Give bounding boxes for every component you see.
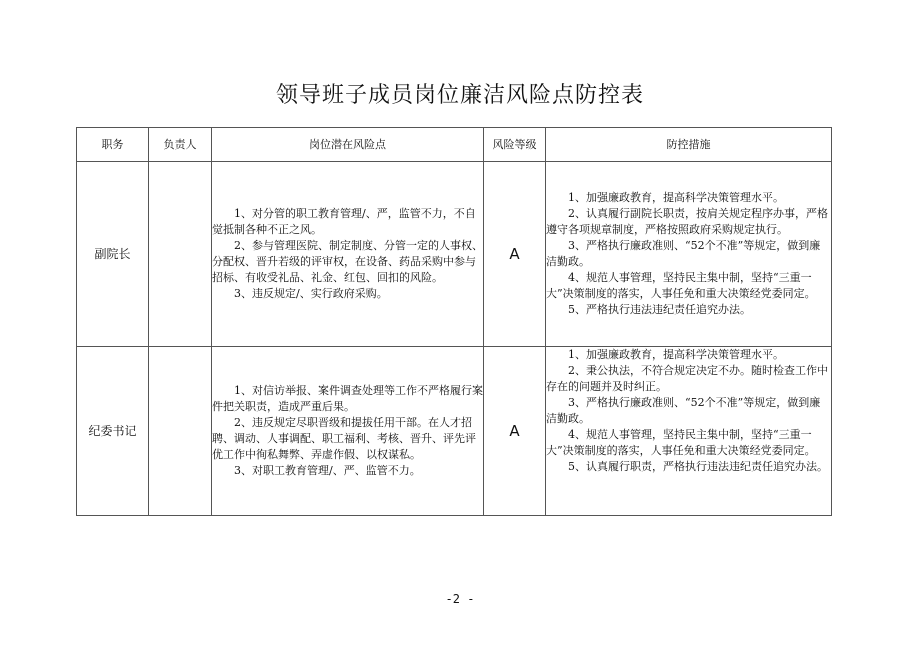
document-title: 领导班子成员岗位廉洁风险点防控表 bbox=[275, 83, 644, 108]
cell-risk-level: A bbox=[484, 347, 546, 516]
cell-position: 纪委书记 bbox=[77, 347, 149, 516]
risk-control-table bbox=[76, 127, 832, 516]
cell-position: 副院长 bbox=[77, 162, 149, 347]
risk-point-item: 2、违反规定尽职晋级和提拔任用干部。在人才招聘、调动、人事调配、职工福利、考核、晋升、评先评优工作中徇私舞弊、弄虚作假、以权谋私。 bbox=[212, 416, 476, 461]
cell-person bbox=[149, 162, 212, 347]
measure-item: 3、严格执行廉政准则、“52个不准”等规定，做到廉洁勤政。 bbox=[546, 396, 821, 425]
measure-item: 2、秉公执法，不符合规定决定不办。随时检查工作中存在的问题并及时纠正。 bbox=[546, 364, 828, 393]
risk-point-item: 1、对分管的职工教育管理/、严，监管不力，不自觉抵制各种不正之风。 bbox=[212, 207, 476, 236]
header-position: 职务 bbox=[77, 128, 149, 162]
risk-point-item: 3、违反规定/、实行政府采购。 bbox=[234, 287, 388, 300]
measure-item: 1、加强廉政教育，提高科学决策管理水平。 bbox=[568, 191, 784, 204]
risk-point-item: 2、参与管理医院、制定制度、分管一定的人事权、分配权、晋升若级的评审权，在设备、药品采购中参与招标、有收受礼品、礼金、红包、回扣的风险。 bbox=[212, 239, 483, 284]
table-row bbox=[77, 347, 832, 516]
page-number: -2 - bbox=[445, 592, 475, 606]
cell-person bbox=[149, 347, 212, 516]
header-person: 负责人 bbox=[149, 128, 212, 162]
header-measures: 防控措施 bbox=[546, 128, 832, 162]
table-header-row bbox=[77, 128, 832, 162]
measure-item: 1、加强廉政教育，提高科学决策管理水平。 bbox=[568, 348, 784, 361]
risk-point-item: 1、对信访举报、案件调查处理等工作不严格履行案件把关职责，造成严重后果。 bbox=[212, 384, 483, 413]
risk-point-item: 3、对职工教育管理/、严、监管不力。 bbox=[234, 464, 421, 477]
measure-item: 2、认真履行副院长职责，按肩关规定程序办事，严格遵守各项规章制度，严格按照政府采购规定执行。 bbox=[546, 207, 828, 236]
measure-item: 5、认真履行职责，严格执行违法违纪责任追究办法。 bbox=[568, 460, 828, 473]
measure-item: 4、规范人事管理，坚持民主集中制，坚持“三重一大”决策制度的落实，人事任免和重大决策经党委同定。 bbox=[546, 428, 816, 457]
measure-item: 3、严格执行廉政准则、“52个不准”等规定，做到廉洁勤政。 bbox=[546, 239, 821, 268]
header-risk-points: 岗位潜在风险点 bbox=[212, 128, 484, 162]
cell-risk-points bbox=[212, 347, 484, 516]
cell-risk-level: A bbox=[484, 162, 546, 347]
cell-risk-points bbox=[212, 162, 484, 347]
cell-measures bbox=[546, 162, 832, 347]
measure-item: 5、严格执行违法违纪责任追究办法。 bbox=[568, 303, 751, 316]
header-risk-level: 风险等级 bbox=[484, 128, 546, 162]
table-row bbox=[77, 162, 832, 347]
measures-clip bbox=[546, 347, 831, 515]
cell-measures bbox=[546, 347, 832, 516]
measure-item: 4、规范人事管理，坚持民主集中制，坚持“三重一大”决策制度的落实，人事任免和重大决策经党委同定。 bbox=[546, 271, 816, 300]
